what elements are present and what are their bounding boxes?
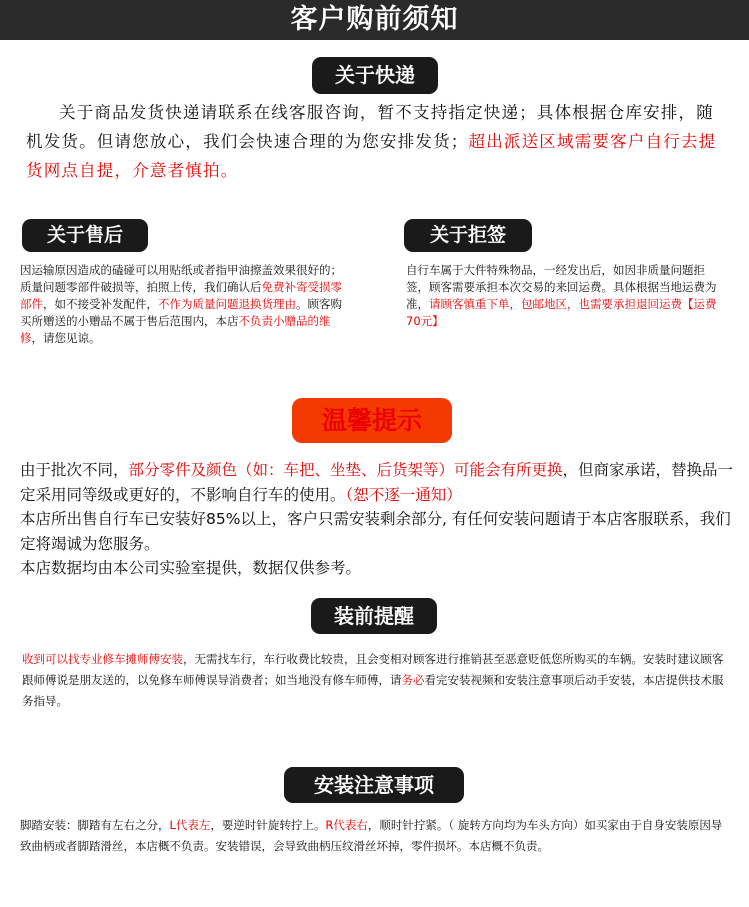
tips-text xyxy=(20,458,736,581)
tips-line2: 本店所出售自行车已安装好85%以上，客户只需安装剩余部分, 有任何安装问题请于本店客服联系，我们定将竭诚为您服务。 xyxy=(20,510,731,553)
after-sale-r2: 不作为质量问题退换货理由 xyxy=(158,297,296,311)
after-sale-r3: 不负责小赠品的维修 xyxy=(20,314,331,345)
pre-install-p2: 看完安装视频和安装注意事项后动手安装，本店提供技术服务指导。 xyxy=(22,673,724,708)
after-sale-text xyxy=(20,262,346,347)
pre-install-text xyxy=(22,649,728,712)
install-notes-r1: L代表左 xyxy=(169,818,211,832)
tips-p1: 由于批次不同， xyxy=(20,461,129,479)
pre-install-r1: 收到可以找专业修车摊师傅安装 xyxy=(22,652,183,666)
pre-install-heading: 装前提醒 xyxy=(311,598,437,634)
after-sale-p1: 因运输原因造成的磕碰可以用贴纸或者指甲油擦盖效果很好的；质量问题零部件破损等，拍照上传，我们确认后 xyxy=(20,263,342,294)
express-heading: 关于快递 xyxy=(312,57,438,94)
tips-p2: ，但商家承诺，替换品一定采用同等级或更好的，不影响自行车的使用。 xyxy=(20,461,734,504)
after-sale-p3: 。顾客购买所赠送的小赠品不属于售后范围内，本店 xyxy=(20,297,342,328)
tips-line3: 本店数据均由本公司实验室提供，数据仅供参考。 xyxy=(20,559,362,577)
after-sale-p4: ，请您见谅。 xyxy=(31,331,101,345)
express-text-normal: 关于商品发货快递请联系在线客服咨询，暂不支持指定快递；具体根据仓库安排，随机发货。但请您放心，我们会快速合理的为您安排发货； xyxy=(26,103,714,151)
refusal-r1: 请顾客慎重下单，包邮地区，也需要承担退回运费【运费70元】 xyxy=(406,297,717,328)
install-notes-heading: 安装注意事项 xyxy=(284,767,464,803)
after-sale-r1: 免费补寄受损零部件 xyxy=(20,280,342,311)
install-notes-r2: R代表右 xyxy=(325,818,368,832)
refusal-heading: 关于拒签 xyxy=(404,219,532,252)
refusal-text xyxy=(406,262,718,330)
express-text xyxy=(26,98,726,185)
install-notes-p3: ，顺时针拧紧。（ 旋转方向均为车头方向）如买家由于自身安装原因导致曲柄或者脚踏滑丝，本店概不负责。安装错误，会导致曲柄压纹滑丝坏掉，零件损坏。本店概不负责。 xyxy=(20,818,723,853)
pre-install-p1: ，无需找车行，车行收费比较贵，且会变相对顾客进行推销甚至恶意贬低您所购买的车辆。安装时建议顾客跟师傅说是朋友送的，以免修车师傅误导消费者；如当地没有修车师傅，请 xyxy=(22,652,724,687)
after-sale-p2: ，如不接受补发配件， xyxy=(43,297,158,311)
express-text-warning: 超出派送区域需要客户自行去提货网点自提，介意者慎拍。 xyxy=(26,132,717,180)
install-notes-p1: 脚踏安装：脚踏有左右之分， xyxy=(20,818,170,832)
tips-heading: 温馨提示 xyxy=(292,398,452,443)
after-sale-heading: 关于售后 xyxy=(22,219,148,252)
tips-r1: 部分零件及颜色（如：车把、坐垫、后货架等）可能会有所更换 xyxy=(128,461,563,479)
install-notes-text xyxy=(20,815,732,857)
tips-r2: （恕不逐一通知） xyxy=(345,485,462,504)
refusal-p1: 自行车属于大件特殊物品，一经发出后，如因非质量问题拒签，顾客需要承担本次交易的来回运费。具体根据当地运费为准， xyxy=(406,263,717,311)
page-title: 客户购前须知 xyxy=(0,0,749,40)
install-notes-p2: ，要逆时针旋转拧上。 xyxy=(210,818,326,832)
pre-install-r2: 务必 xyxy=(401,673,425,687)
